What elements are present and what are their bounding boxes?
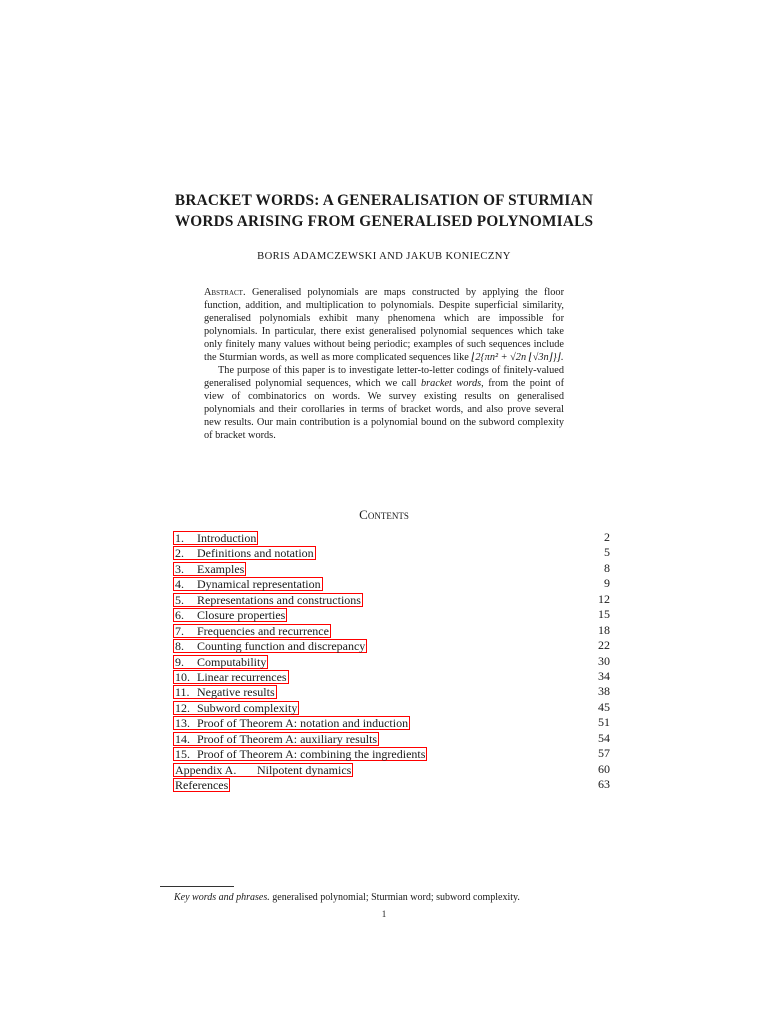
toc-entry bbox=[173, 623, 610, 638]
abstract-text-1: Generalised polynomials are maps constructed by applying the floor function, addition, and multiplication to polynomials. Despite superficial similarity, generalised polynomials exhibit many phenomena which are impossible for polynomials. In particular, there exist generalised polynomial sequences which take only finitely many values without being periodic; examples of such sequences include the Sturmian words, as well as more complicated sequences like bbox=[204, 287, 565, 363]
toc-entry-title: Counting function and discrepancy bbox=[197, 639, 366, 654]
contents-heading: Contents bbox=[359, 507, 409, 522]
toc-entry-number: 5. bbox=[175, 592, 184, 607]
toc-entry-page: 12 bbox=[598, 591, 610, 606]
toc-entry-title: Subword complexity bbox=[197, 700, 298, 715]
title-line-1: BRACKET WORDS: A GENERALISATION OF STURMIAN bbox=[174, 192, 594, 209]
toc-entry-page: 22 bbox=[598, 638, 610, 653]
toc-entry-title: Examples bbox=[197, 561, 245, 576]
toc-link[interactable] bbox=[173, 670, 289, 684]
toc-entry-number: 9. bbox=[175, 654, 184, 669]
abstract-text-2-emphasis: bracket words, bbox=[421, 378, 484, 389]
toc-entry-title: Dynamical representation bbox=[197, 577, 321, 592]
toc-entry-number: Appendix A. bbox=[175, 762, 237, 777]
toc-entry-number: 14. bbox=[175, 731, 190, 746]
toc-entry-title: Proof of Theorem A: notation and induction bbox=[197, 716, 409, 731]
toc-entry-page: 45 bbox=[598, 699, 610, 714]
toc-entry bbox=[173, 654, 610, 669]
toc-entry bbox=[173, 700, 610, 715]
toc-entry-title: Negative results bbox=[197, 685, 275, 700]
paper-title bbox=[100, 190, 668, 232]
toc-entry-title: Proof of Theorem A: combining the ingredients bbox=[197, 747, 426, 762]
toc-entry bbox=[173, 777, 610, 792]
page-number: 1 bbox=[381, 909, 387, 919]
toc-entry bbox=[173, 684, 610, 699]
toc-link[interactable] bbox=[173, 747, 427, 761]
toc-entry-title: References bbox=[175, 778, 229, 792]
table-of-contents bbox=[173, 530, 610, 792]
toc-link[interactable] bbox=[173, 624, 331, 638]
toc-entry bbox=[173, 715, 610, 730]
authors: BORIS ADAMCZEWSKI AND JAKUB KONIECZNY bbox=[257, 251, 511, 262]
toc-entry bbox=[173, 576, 610, 591]
toc-entry-page: 5 bbox=[604, 545, 610, 560]
toc-entry-page: 30 bbox=[598, 653, 610, 668]
toc-entry-title: Nilpotent dynamics bbox=[257, 762, 352, 777]
toc-entry-number: 10. bbox=[175, 669, 190, 684]
footnote-rule bbox=[160, 886, 234, 887]
toc-entry-title: Closure properties bbox=[197, 608, 286, 623]
toc-entry-number: 6. bbox=[175, 608, 184, 623]
abstract-paragraph-2 bbox=[204, 364, 564, 442]
toc-link[interactable] bbox=[173, 763, 353, 777]
abstract-formula: ⌊2{πn² + √2n ⌊√3n⌋}⌋ bbox=[471, 352, 561, 363]
toc-link[interactable] bbox=[173, 608, 287, 622]
toc-entry-page: 51 bbox=[598, 715, 610, 730]
toc-entry-number: 13. bbox=[175, 716, 190, 731]
toc-link[interactable] bbox=[173, 577, 323, 591]
toc-entry-title: Representations and constructions bbox=[197, 592, 361, 607]
toc-entry-title: Frequencies and recurrence bbox=[197, 623, 329, 638]
toc-entry-page: 18 bbox=[598, 622, 610, 637]
toc-entry-number: 2. bbox=[175, 546, 184, 561]
toc-entry-title: Introduction bbox=[197, 531, 257, 545]
toc-entry-number: 7. bbox=[175, 623, 184, 638]
title-line-2: WORDS ARISING FROM GENERALISED POLYNOMIALS bbox=[174, 213, 594, 230]
toc-link[interactable] bbox=[173, 562, 246, 576]
toc-entry-page: 38 bbox=[598, 684, 610, 699]
footnote-text: generalised polynomial; Sturmian word; subword complexity. bbox=[272, 892, 520, 903]
toc-entry bbox=[173, 762, 610, 777]
toc-entry-page: 57 bbox=[598, 746, 610, 761]
abstract bbox=[204, 286, 564, 442]
toc-entry-number: 12. bbox=[175, 700, 190, 715]
toc-entry-title: Computability bbox=[197, 654, 267, 669]
toc-link[interactable] bbox=[173, 593, 363, 607]
abstract-paragraph-1: Abstract. Generalised polynomials are maps constructed by applying the floor function, addition, and multiplication to polynomials. Despite superficial similarity, generalised polynomials exhibit many phenomena which are impossible for polynomials. In particular, there exist generalised polynomial sequences which take only finitely many values without being periodic; examples of such sequences include the Sturmian words, as well as more complicated sequences like ⌊2{πn² + √2n ⌊√3n⌋}⌋. bbox=[204, 287, 565, 363]
toc-link[interactable] bbox=[173, 716, 410, 730]
toc-link[interactable] bbox=[173, 778, 230, 792]
toc-link[interactable] bbox=[173, 685, 277, 699]
footnote bbox=[174, 892, 520, 903]
toc-entry-title: Proof of Theorem A: auxiliary results bbox=[197, 731, 378, 746]
abstract-text-2a: The purpose of this paper is to investigate letter-to-letter codings of finitely-valued generalised polynomial sequences, which we call bbox=[204, 365, 564, 389]
toc-entry bbox=[173, 746, 610, 761]
toc-entry bbox=[173, 607, 610, 622]
toc-entry-page: 54 bbox=[598, 730, 610, 745]
toc-link[interactable] bbox=[173, 732, 379, 746]
toc-entry-number: 8. bbox=[175, 639, 184, 654]
toc-entry-page: 9 bbox=[604, 576, 610, 591]
toc-entry-title: Linear recurrences bbox=[197, 669, 287, 684]
toc-entry-page: 63 bbox=[598, 777, 610, 791]
toc-entry-page: 2 bbox=[604, 530, 610, 544]
toc-entry bbox=[173, 731, 610, 746]
toc-entry-page: 34 bbox=[598, 668, 610, 683]
toc-entry bbox=[173, 592, 610, 607]
toc-link[interactable] bbox=[173, 701, 299, 715]
toc-link[interactable] bbox=[173, 546, 316, 560]
toc-entry-number: 11. bbox=[175, 685, 190, 700]
toc-entry bbox=[173, 530, 610, 545]
toc-entry bbox=[173, 669, 610, 684]
toc-entry bbox=[173, 638, 610, 653]
toc-entry-number: 15. bbox=[175, 747, 190, 762]
toc-link[interactable] bbox=[173, 639, 367, 653]
toc-entry-page: 8 bbox=[604, 560, 610, 575]
toc-entry-page: 60 bbox=[598, 761, 610, 776]
abstract-heading: Abstract. bbox=[204, 287, 246, 298]
abstract-text-2b: from the point of view of combinatorics on words. We survey existing results on generalised polynomials and their corollaries in terms of bracket words, and also prove several new results. Our main contribution is a polynomial bound on the subword complexity of bracket words. bbox=[204, 378, 565, 441]
toc-entry-title: Definitions and notation bbox=[197, 546, 314, 561]
toc-entry bbox=[173, 561, 610, 576]
toc-entry-number: 4. bbox=[175, 577, 184, 592]
toc-entry-number: 3. bbox=[175, 561, 184, 576]
toc-link[interactable] bbox=[173, 655, 268, 669]
toc-link[interactable] bbox=[173, 531, 258, 545]
toc-entry-page: 15 bbox=[598, 607, 610, 622]
toc-entry-number: 1. bbox=[175, 531, 184, 545]
footnote-label: Key words and phrases. bbox=[174, 892, 270, 903]
toc-entry bbox=[173, 545, 610, 560]
